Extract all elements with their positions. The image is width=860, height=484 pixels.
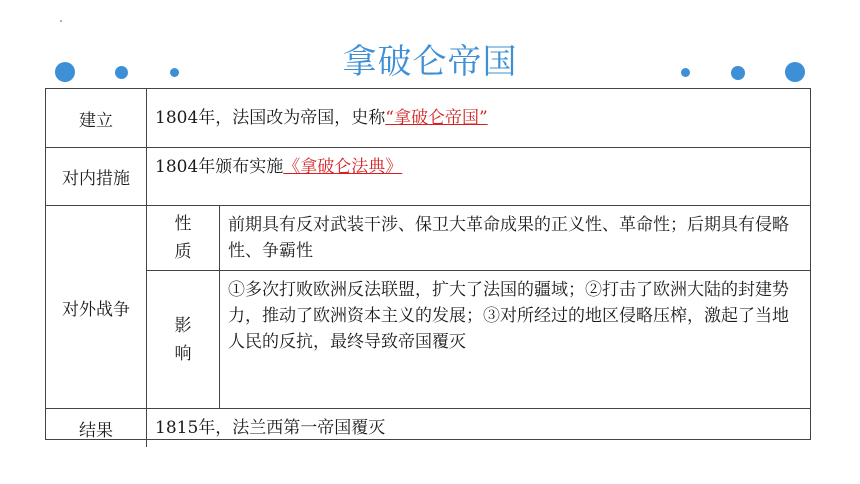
result-label: 结果 — [46, 409, 147, 447]
impact-text: ①多次打败欧洲反法联盟，扩大了法国的疆域；②打击了欧洲大陆的封建势力，推动了欧洲资本主义的发展；③对所经过的地区侵略压榨，激起了当地人民的反抗，最终导致帝国覆灭 — [220, 271, 810, 409]
founding-text: 1804年，法国改为帝国，史称 — [155, 108, 386, 128]
impact-label-cell — [147, 271, 220, 409]
founding-label: 建立 — [46, 89, 147, 148]
founding-content — [147, 89, 810, 148]
decorative-dot — [681, 68, 690, 77]
nature-label-cell — [147, 206, 220, 271]
decorative-dot — [731, 66, 745, 80]
domestic-label: 对内措施 — [46, 148, 147, 206]
decorative-dot — [785, 62, 805, 82]
decorative-dot — [170, 68, 179, 77]
nature-text: 前期具有反对武装干涉、保卫大革命成果的正义性、革命性；后期具有侵略性、争霸性 — [220, 206, 810, 271]
corner-mark — [60, 20, 62, 22]
wars-label: 对外战争 — [46, 206, 147, 409]
nature-label: 性质 — [174, 214, 192, 262]
domestic-content — [147, 148, 810, 206]
impact-label: 影响 — [174, 315, 192, 364]
founding-highlight: “拿破仑帝国” — [385, 108, 488, 128]
summary-table — [45, 88, 811, 440]
decorative-dot — [55, 62, 75, 82]
domestic-highlight: 《拿破仑法典》 — [283, 157, 403, 177]
result-text: 1815年，法兰西第一帝国覆灭 — [155, 418, 386, 438]
domestic-text: 1804年颁布实施 — [155, 157, 284, 177]
decorative-dot — [115, 66, 128, 79]
page-title: 拿破仑帝国 — [342, 42, 518, 82]
